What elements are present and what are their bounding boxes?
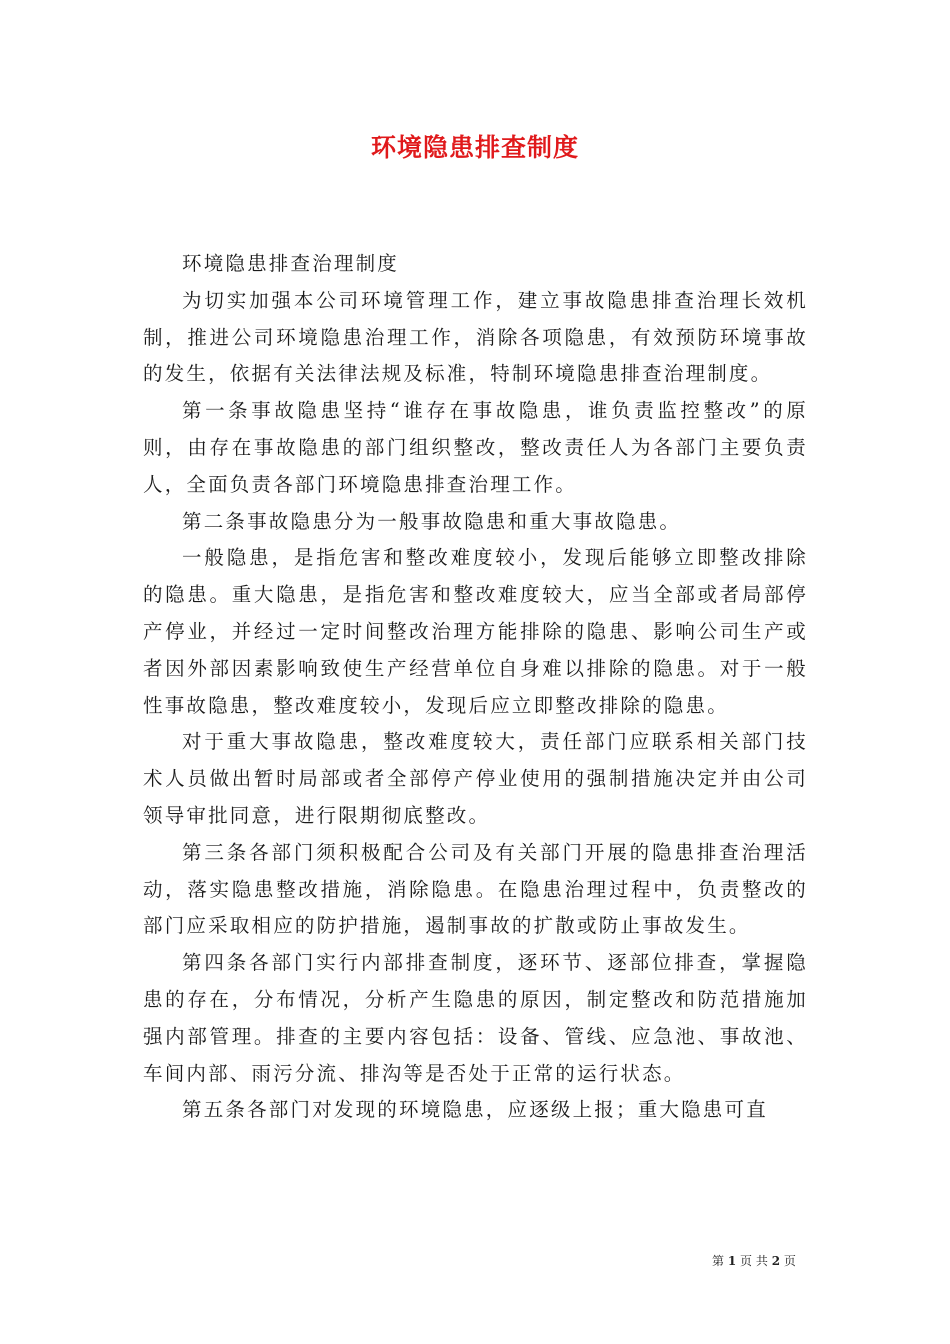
paragraph: 环境隐患排查治理制度 — [182, 252, 400, 275]
paragraph: 第一条事故隐患坚持“谁存在事故隐患，谁负责监控整改”的原则，由存在事故隐患的部门组织整改，整改责任人为各部门主要负责人，全面负责各部门环境隐患排查治理工作。 — [143, 399, 808, 496]
document-title: 环境隐患排查制度 — [370, 133, 579, 162]
total-page-number: 2 — [771, 1254, 781, 1268]
footer-suffix: 页 — [783, 1254, 796, 1268]
paragraph: 一般隐患，是指危害和整改难度较小，发现后能够立即整改排除的隐患。重大隐患，是指危害和整改难度较大，应当全部或者局部停产停业，并经过一定时间整改治理方能排除的隐患、影响公司生产或者因外部因素影响致使生产经营单位自身难以排除的隐患。对于一般性事故隐患，整改难度较小，发现后应立即整改排除的隐患。 — [143, 546, 808, 717]
current-page-number: 1 — [727, 1254, 737, 1268]
paragraph: 第二条事故隐患分为一般事故隐患和重大事故隐患。 — [182, 509, 682, 533]
paragraph: 第五条各部门对发现的环境隐患，应逐级上报；重大隐患可直 — [182, 1098, 768, 1122]
paragraph: 为切实加强本公司环境管理工作，建立事故隐患排查治理长效机制，推进公司环境隐患治理工作，消除各项隐患，有效预防环境事故的发生，依据有关法律法规及标准，特制环境隐患排查治理制度。 — [143, 288, 808, 386]
footer-prefix: 第 — [712, 1254, 725, 1268]
document-body — [143, 246, 808, 1129]
page-number-footer — [712, 1252, 796, 1269]
footer-middle: 页 共 — [740, 1254, 768, 1268]
paragraph: 对于重大事故隐患，整改难度较大，责任部门应联系相关部门技术人员做出暂时局部或者全部停产停业使用的强制措施决定并由公司领导审批同意，进行限期彻底整改。 — [143, 730, 808, 827]
paragraph: 第三条各部门须积极配合公司及有关部门开展的隐患排查治理活动，落实隐患整改措施，消除隐患。在隐患治理过程中，负责整改的部门应采取相应的防护措施，遏制事故的扩散或防止事故发生。 — [143, 840, 808, 938]
paragraph: 第四条各部门实行内部排查制度，逐环节、逐部位排查，掌握隐患的存在，分布情况，分析产生隐患的原因，制定整改和防范措施加强内部管理。排查的主要内容包括：设备、管线、应急池、事故池、车间内部、雨污分流、排沟等是否处于正常的运行状态。 — [143, 951, 808, 1085]
